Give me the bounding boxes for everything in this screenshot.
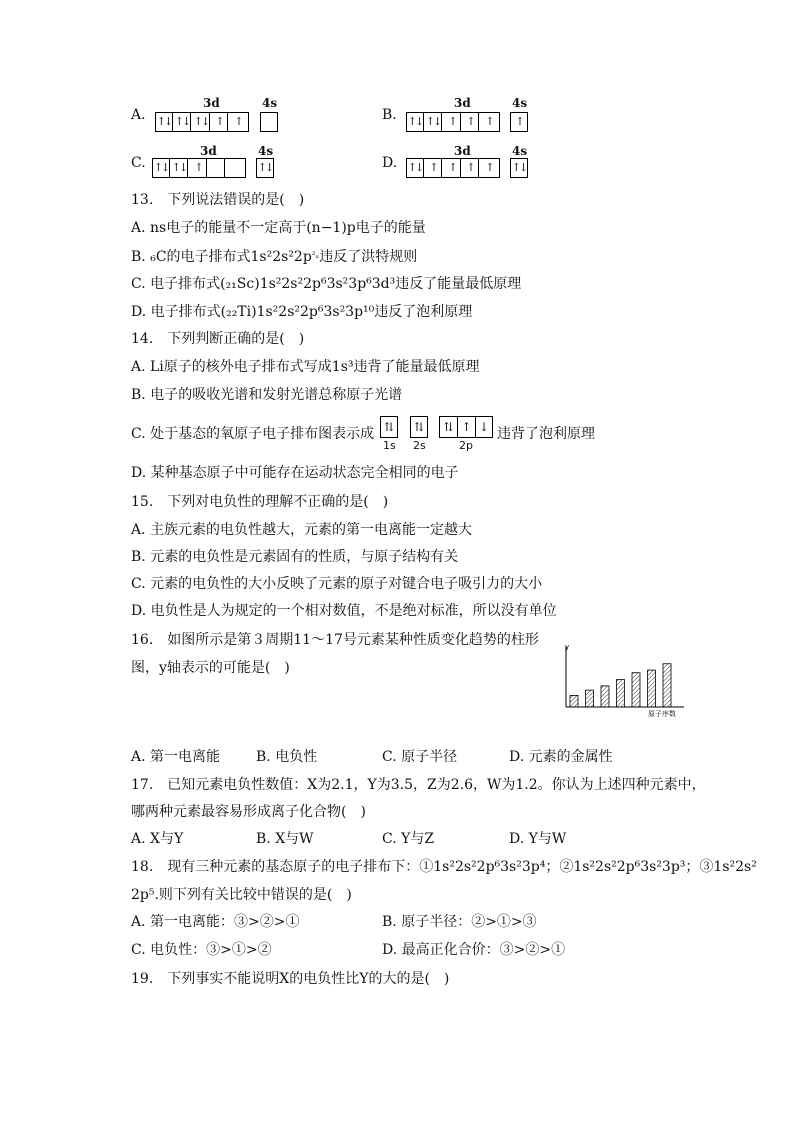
q16-option-d: D. 元素的金属性 (509, 749, 613, 765)
q15-option-a: A. 主族元素的电负性越大，元素的第一电离能一定越大 (131, 522, 473, 538)
orbital-label-4s: 4s (512, 144, 528, 158)
q13-option-b (131, 247, 417, 266)
orbital-cell: ⇅ (440, 417, 458, 437)
orbital-cell (208, 159, 225, 177)
chart-bar-16 (648, 670, 656, 707)
chart-bar-14 (617, 680, 625, 707)
orbital-cell: ↑↓ (407, 159, 424, 177)
q14-option-a: A. Li原子的核外电子排布式写成1s³违背了能量最低原理 (131, 359, 480, 375)
orbital-2s: ⇅ (410, 416, 428, 438)
orbital-box-4s (260, 112, 278, 132)
orbital-cell: ↑↓ (193, 113, 210, 131)
orbital-box-4s (256, 158, 274, 178)
orbital-cell: ↑ (462, 159, 479, 177)
orbital-cell: ↑↓ (425, 113, 442, 131)
orbital-box-3d (155, 112, 249, 132)
orbital-1s: ⇅ (380, 416, 398, 438)
q18-option-d: D. 最高正化合价：③>②>① (382, 942, 566, 958)
orbital-box-4s (510, 112, 528, 132)
q17-option-b: B. X与W (256, 831, 314, 847)
chart-bar-17 (663, 664, 671, 707)
formula: ₆C的电子排布式1s²2s²2p (150, 249, 312, 265)
q18-stem-line1: 18. 现有三种元素的基态原子的电子排布下：①1s²2s²2p⁶3s²3p⁴；②1s²2s²2p⁶3s²3p³；③1s²2s² (131, 859, 757, 875)
orbital-label-2s: 2s (413, 439, 426, 452)
chart-bar-12 (586, 690, 594, 707)
option-label: C. (131, 155, 146, 171)
option-label: D. (382, 155, 398, 171)
orbital-label-4s: 4s (258, 144, 274, 158)
q17-stem-line1: 17. 已知元素电负性数值：X为2.1，Y为3.5，Z为2.6，W为1.2。你认为上述四种元素中， (131, 777, 706, 793)
q17-option-a: A. X与Y (131, 831, 184, 847)
q18-option-b: B. 原子半径：②>①>③ (382, 914, 537, 930)
orbital-box-3d (152, 158, 246, 178)
orbital-cell: ↑ (458, 417, 476, 437)
q13-option-c: C. 电子排布式(₂₁Sc)1s²2s²2p⁶3s²3p⁶3d³违反了能量最低原理 (131, 276, 522, 292)
q17-stem-line2: 哪两种元素最容易形成离子化合物( ) (131, 804, 366, 820)
q18-option-c: C. 电负性：③>①>② (131, 942, 272, 958)
orbital-cell: ↑ (444, 113, 461, 131)
orbital-cell (261, 113, 277, 131)
q16-bar-chart (560, 640, 690, 722)
chart-bar-13 (601, 686, 609, 707)
option-label: B. (382, 107, 397, 123)
orbital-cell: ↑ (485, 161, 493, 174)
q15-option-d: D. 电负性是人为规定的一个相对数值，不是绝对标准，所以没有单位 (131, 603, 557, 619)
orbital-cell: ↑↓ (511, 161, 527, 174)
option-suffix: 违反了洪特规则 (319, 249, 418, 265)
option-text: C. 处于基态的氧原子电子排布图表示成 (131, 426, 375, 442)
orbital-cell: ↓ (478, 420, 490, 434)
q14-stem: 14. 下列判断正确的是( ) (131, 331, 305, 347)
orbital-cell: ↑ (444, 159, 461, 177)
orbital-cell: ↑ (462, 113, 479, 131)
orbital-box-4s (510, 158, 528, 178)
q16-option-c: C. 原子半径 (382, 749, 458, 765)
q14-option-c-suffix: 违背了泡利原理 (497, 426, 595, 442)
q17-option-d: D. Y与W (509, 831, 567, 847)
orbital-label-3d: 3d (454, 144, 471, 158)
orbital-cell: ↑ (190, 159, 207, 177)
y-axis-label: y (565, 643, 570, 651)
formula-sub: ²ₓ (311, 251, 320, 261)
orbital-cell: ↑↓ (257, 161, 273, 174)
orbital-cell: ↑↓ (153, 159, 170, 177)
q16-stem-line2: 图，y轴表示的可能是( ) (131, 660, 290, 676)
orbital-label-4s: 4s (512, 96, 528, 110)
q14-option-d: D. 某种基态原子中可能存在运动状态完全相同的电子 (131, 465, 459, 481)
orbital-cell: ↑ (515, 115, 523, 128)
x-axis-label: 原子序数 (648, 710, 676, 718)
orbital-label-3d: 3d (203, 96, 220, 110)
orbital-cell: ↑ (485, 115, 493, 128)
q14-option-c (131, 425, 374, 443)
chart-bar-15 (632, 673, 640, 707)
option-prefix: B. (131, 249, 151, 265)
orbital-cell: ↑↓ (174, 113, 191, 131)
orbital-label-2p: 2p (459, 439, 473, 452)
option-label: A. (131, 107, 146, 123)
q13-stem: 13. 下列说法错误的是( ) (131, 192, 305, 208)
q17-option-c: C. Y与Z (382, 831, 435, 847)
q19-stem: 19. 下列事实不能说明X的电负性比Y的大的是( ) (131, 971, 450, 987)
q15-option-c: C. 元素的电负性的大小反映了元素的原子对键合电子吸引力的大小 (131, 576, 543, 592)
q13-option-d: D. 电子排布式(₂₂Ti)1s²2s²2p⁶3s²3p¹⁰违反了泡利原理 (131, 304, 473, 320)
orbital-box-3d (406, 112, 500, 132)
orbital-cell (227, 159, 243, 177)
orbital-cell: ↑ (425, 159, 442, 177)
orbital-2p (439, 416, 493, 438)
orbital-label-3d: 3d (200, 144, 217, 158)
q14-option-b: B. 电子的吸收光谱和发射光谱总称原子光谱 (131, 387, 403, 403)
q18-stem-line2: 2p⁵.则下列有关比较中错误的是( ) (131, 887, 352, 903)
q15-stem: 15. 下列对电负性的理解不正确的是( ) (131, 494, 389, 510)
q13-option-a: A. ns电子的能量不一定高于(n−1)p电子的能量 (131, 220, 426, 236)
orbital-cell: ↑↓ (171, 159, 188, 177)
orbital-cell: ↑↓ (407, 113, 424, 131)
q16-option-a: A. 第一电离能 (131, 749, 221, 765)
chart-bar-11 (570, 695, 578, 707)
orbital-label-4s: 4s (262, 96, 278, 110)
orbital-cell: ↑ (211, 113, 228, 131)
orbital-label-1s: 1s (383, 439, 396, 452)
orbital-cell: ↑↓ (156, 113, 173, 131)
orbital-box-3d (406, 158, 500, 178)
orbital-label-3d: 3d (454, 96, 471, 110)
q16-stem-line1: 16. 如图所示是第３周期11～17号元素某种性质变化趋势的柱形 (131, 632, 539, 648)
q16-option-b: B. 电负性 (256, 749, 318, 765)
q15-option-b: B. 元素的电负性是元素固有的性质，与原子结构有关 (131, 549, 459, 565)
q18-option-a: A. 第一电离能：③>②>① (131, 914, 300, 930)
orbital-cell: ↑ (234, 115, 242, 128)
